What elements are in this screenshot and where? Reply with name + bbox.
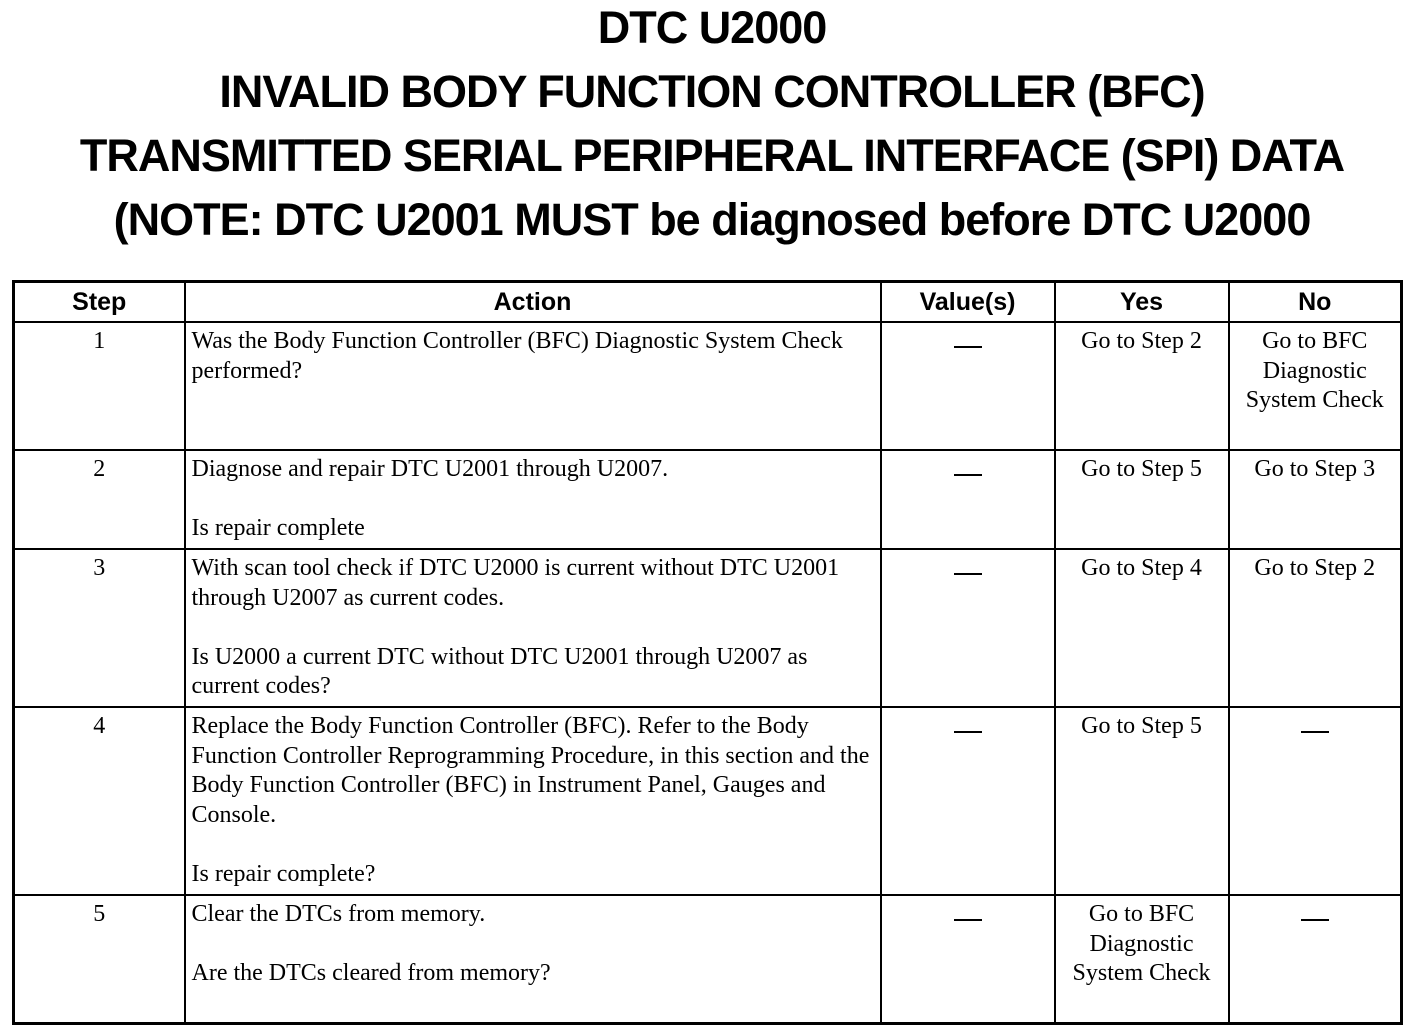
value-cell [881, 895, 1055, 1023]
step-number: 5 [14, 895, 185, 1023]
dash-mark [1301, 919, 1329, 921]
action-question: Are the DTCs cleared from memory? [191, 960, 551, 986]
value-cell [881, 549, 1055, 707]
table-row [14, 549, 1402, 707]
table-row [14, 895, 1402, 1023]
dash-mark [954, 731, 982, 733]
header-values: Value(s) [881, 282, 1055, 323]
dash-mark [954, 474, 982, 476]
action-cell [185, 450, 881, 549]
step-number: 4 [14, 707, 185, 895]
dash-mark [954, 919, 982, 921]
dash-mark [954, 346, 982, 348]
table-row [14, 450, 1402, 549]
step-number: 3 [14, 549, 185, 707]
step-number: 2 [14, 450, 185, 549]
header-action: Action [185, 282, 881, 323]
no-result: Go to Step 2 [1229, 549, 1402, 707]
title-fault-name: INVALID BODY FUNCTION CONTROLLER (BFC) [219, 66, 1205, 117]
table-row [14, 322, 1402, 450]
header-yes: Yes [1055, 282, 1229, 323]
title-dtc-code: DTC U2000 [597, 2, 827, 53]
action-text: With scan tool check if DTC U2000 is current without DTC U2001 through U2007 as current codes. [191, 555, 840, 611]
no-result: Go to BFC Diagnostic System Check [1229, 322, 1402, 450]
no-result: Go to Step 3 [1229, 450, 1402, 549]
action-question: Is repair complete? [191, 860, 376, 887]
action-question: Is repair complete [191, 515, 365, 541]
step-number: 1 [14, 322, 185, 450]
table-row [14, 707, 1402, 895]
header-step: Step [14, 282, 185, 323]
action-question: Is U2000 a current DTC without DTC U2001 through U2007 as current codes? [191, 643, 808, 699]
action-text: Was the Body Function Controller (BFC) Diagnostic System Check performed? [191, 328, 843, 384]
action-text: Replace the Body Function Controller (BFC). Refer to the Body Function Controller Reprogramming Procedure, in this section and the Body Function Controller (BFC) in Instrument Panel, Gauges and Console. [191, 713, 870, 828]
action-cell [185, 322, 881, 450]
action-text: Diagnose and repair DTC U2001 through U2007. [191, 456, 669, 482]
dash-mark [1301, 731, 1329, 733]
dash-mark [954, 573, 982, 575]
diagnostic-table [12, 280, 1403, 1025]
value-cell [881, 450, 1055, 549]
yes-result: Go to Step 4 [1055, 549, 1229, 707]
action-cell [185, 895, 881, 1023]
action-text: Clear the DTCs from memory. [191, 901, 486, 927]
yes-result: Go to BFC Diagnostic System Check [1055, 895, 1229, 1023]
no-result [1229, 707, 1402, 895]
no-result [1229, 895, 1402, 1023]
yes-result: Go to Step 2 [1055, 322, 1229, 450]
table-header-row [14, 282, 1402, 323]
value-cell [881, 707, 1055, 895]
action-cell [185, 707, 881, 895]
value-cell [881, 322, 1055, 450]
yes-result: Go to Step 5 [1055, 450, 1229, 549]
title-fault-detail: TRANSMITTED SERIAL PERIPHERAL INTERFACE (SPI) DATA [79, 130, 1345, 181]
title-note: (NOTE: DTC U2001 MUST be diagnosed before DTC U2000 [113, 194, 1311, 245]
page-title [0, 0, 1424, 252]
action-cell [185, 549, 881, 707]
header-no: No [1229, 282, 1402, 323]
yes-result: Go to Step 5 [1055, 707, 1229, 895]
